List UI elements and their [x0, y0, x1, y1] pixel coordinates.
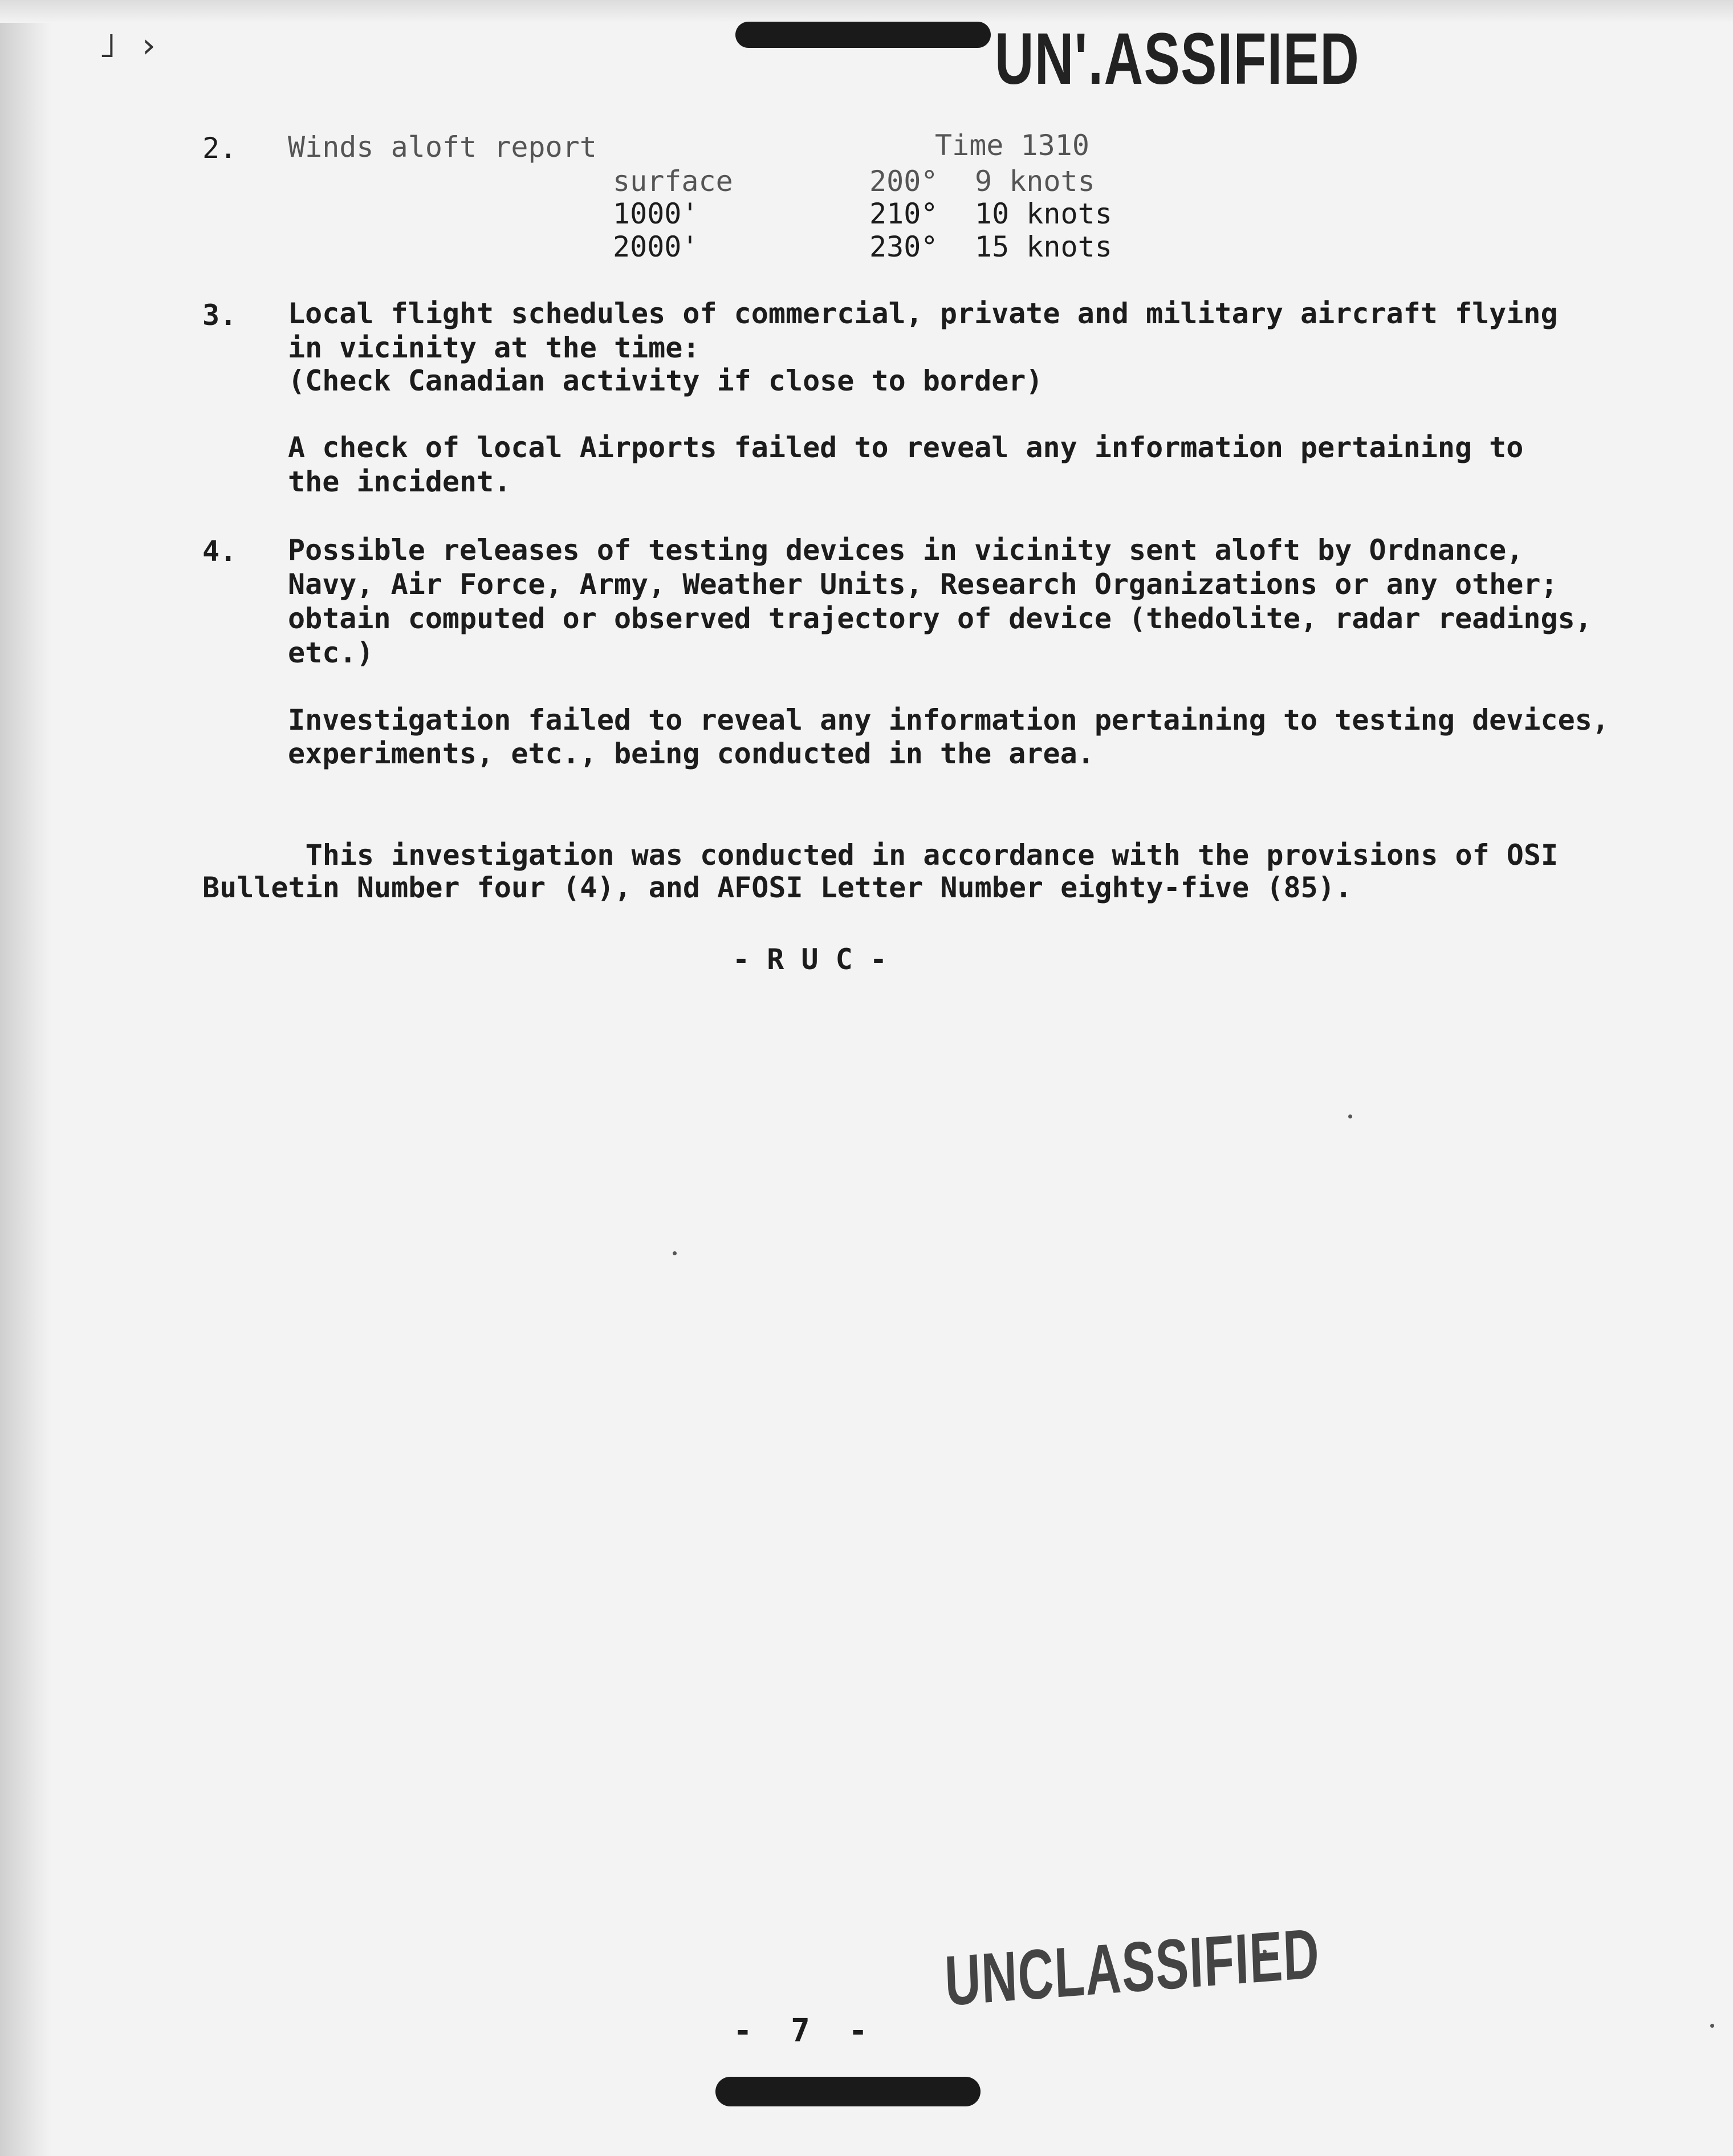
- item-3-line: (Check Canadian activity if close to border): [288, 364, 1043, 397]
- ruc-marker: - R U C -: [733, 943, 887, 976]
- item-3-line: in vicinity at the time:: [288, 331, 700, 364]
- classification-stamp-bottom: UNCLASSIFIED: [943, 1914, 1321, 2021]
- redaction-bar-top: [735, 22, 991, 48]
- page-number: - 7 -: [733, 2012, 868, 2049]
- classification-stamp-top: UN'.ASSIFIED: [995, 18, 1360, 100]
- winds-row-dir: 200°: [869, 165, 938, 198]
- item-4-number: 4.: [202, 535, 237, 568]
- item-3-number: 3.: [202, 299, 237, 332]
- winds-row-speed: 10 knots: [975, 197, 1112, 230]
- item-4-result: Investigation failed to reveal any information pertaining to testing devices,: [288, 703, 1609, 737]
- item-4-result: experiments, etc., being conducted in the area.: [288, 737, 1095, 770]
- item-3-result: A check of local Airports failed to reveal any information pertaining to: [288, 431, 1524, 464]
- winds-row-dir: 210°: [869, 197, 938, 230]
- winds-row-speed: 9 knots: [975, 165, 1095, 198]
- winds-row-dir: 230°: [869, 230, 938, 263]
- closing-paragraph-line: Bulletin Number four (4), and AFOSI Letter Number eighty-five (85).: [202, 871, 1352, 904]
- scan-shadow-top: [0, 0, 1733, 23]
- item-3-line: Local flight schedules of commercial, private and military aircraft flying: [288, 297, 1558, 330]
- item-4-line: obtain computed or observed trajectory of device (thedolite, radar readings,: [288, 602, 1592, 635]
- item-4-line: Navy, Air Force, Army, Weather Units, Research Organizations or any other;: [288, 568, 1558, 601]
- item-2-number: 2.: [202, 132, 237, 165]
- item-3-result: the incident.: [288, 465, 511, 498]
- scan-shadow: [0, 0, 51, 2156]
- scan-speck: [673, 1251, 677, 1255]
- corner-mark: ˩ ›: [97, 26, 159, 66]
- closing-paragraph-line: This investigation was conducted in accordance with the provisions of OSI: [202, 839, 1559, 872]
- winds-row-alt: 2000': [613, 230, 699, 263]
- redaction-bar-bottom: [715, 2077, 981, 2106]
- item-4-line: Possible releases of testing devices in vicinity sent aloft by Ordnance,: [288, 534, 1524, 567]
- winds-time: Time 1310: [935, 129, 1089, 162]
- winds-row-speed: 15 knots: [975, 230, 1112, 263]
- winds-row-alt: 1000': [613, 197, 699, 230]
- winds-row-alt: surface: [613, 165, 733, 198]
- item-4-line: etc.): [288, 636, 374, 669]
- scan-speck: [1710, 2024, 1714, 2028]
- item-2-label: Winds aloft report: [288, 131, 597, 164]
- scan-speck: [1348, 1114, 1352, 1118]
